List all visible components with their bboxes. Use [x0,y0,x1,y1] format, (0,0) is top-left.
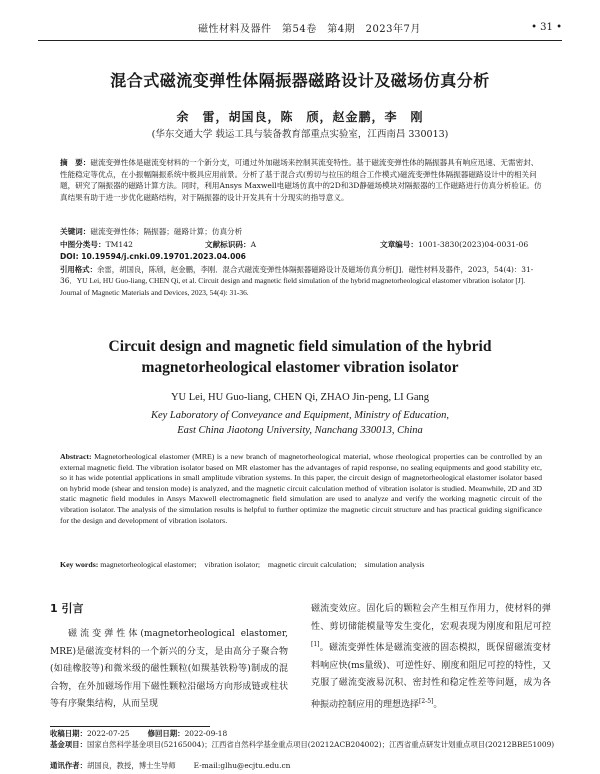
citation-ref: [1] [311,641,320,648]
keywords-label-cn: 关键词： [60,227,91,236]
abstract-text-en: Magnetorheological elastomer (MRE) is a new branch of magnetorheological material, whose rheological properties can be controlled by an external magnetic field. The vibration isolator based on MR elastomer has the advantages of rapid response, no sealing equipments and good stability etc, so it has wide potential applications in small amplitude vibration systems. In this paper, the circuit design of magnetorheological elastomer isolator based on hybrid mode (shear and tension mode) is analyzed, and the magnetic circuit calculation method of vibration isolator is studied. Meanwhile, 2D and 3D static magnetic field modules in Ansys Maxwell electromagnetic field simulation are used to analyze and verify the working magnetic circuit of the vibration isolator. The analysis of the simulation results is helpful to further optimize the magnetic circuit structure and has practical guiding significance for the design and development of vibration isolators. [60,452,543,525]
abstract-chinese [60,157,542,203]
header-rule [38,40,562,41]
body-column-right: 磁流变效应。固化后的颗粒会产生相互作用力，使材料的弹性、剪切储能模量等发生变化，宏观表现为刚度和阻尼可控[1]。磁流变弹性体是磁流变液的固态模拟，既保留磁流变材料响应快(ms量级)、可逆性好、刚度和阻尼可控的特性，又克服了磁流变液易沉积、密封性和稳定性差等问题，成为各种振动控制应用的理想选择[2-5]。 [311,604,551,710]
footnote-author: 通讯作者：胡国良，教授，博士生导师 E-mail:glhu@ecjtu.edu.cn [50,761,291,770]
doi: DOI: 10.19594/j.cnki.09.19701.2023.04.006 [60,252,246,261]
citation-cn: 余雷，胡国良，陈颀，赵金鹏，李刚．混合式磁流变弹性体隔振器磁路设计及磁场仿真分析[J]．磁性材料及器件，2023，54(4)：31-36． [60,265,534,286]
keywords-text-cn: 磁流变弹性体；隔振器；磁路计算；仿真分析 [90,227,243,236]
section-heading-introduction: 1 引言 [50,602,84,615]
abstract-label-cn: 摘 要： [60,158,91,167]
clc-number: 中图分类号：TM142 [60,240,133,249]
citation-ref: [2-5] [419,697,434,705]
footnote-rule [50,726,210,727]
document-code: 文献标识码：A [205,240,257,249]
abstract-text-cn: 磁流变弹性体是磁流变材料的一个新分支，可通过外加磁场来控制其流变特性。基于磁流变弹性体的隔振器具有响应迅速、无需密封、性能稳定等优点，在小振幅隔振系统中极具应用前景。分析了基于混合式(剪切与拉压的组合工作模式)磁流变弹性体隔振器磁路设计中的相关问题，研究了隔振器的磁路计算方法。同时，利用Ansys Maxwell电磁场仿真中的2D和3D静磁场模块对隔振器的工作磁路进行仿真分析验证。仿真结果有助于进一步优化磁路结构，对于隔振器的设计开发具有十分现实的指导意义。 [60,158,542,202]
body-column-left: 磁流变弹性体(magnetorheological elastomer, MRE)是磁流变材料的一个新兴的分支，是由高分子聚合物(如硅橡胶等)和微米级的磁性颗粒(如羰基铁粉等)制成的混合物，在外加磁场作用下磁性颗粒沿磁场方向形成链或柱状等有序聚集结构，从而呈现 [50,629,288,709]
citation-en: YU Lei, HU Guo-liang, CHEN Qi, et al. Circuit design and magnetic field simulation of the hybrid magnetorheological elastomer vibration isolator [J]. Journal of Magnetic Materials and Devices, 2023, 54(4): 31-36. [60,276,526,297]
affiliation-chinese: (华东交通大学 载运工具与装备教育部重点实验室，江西南昌 330013) [151,129,449,140]
keywords-text-en: magnetorheological elastomer; vibration isolator; magnetic circuit calculation; simulation analysis [100,560,425,569]
abstract-english [60,452,542,526]
citation-format [60,264,542,298]
keywords-chinese [60,226,242,237]
abstract-label-en: Abstract: [60,452,92,461]
citation-label: 引用格式： [60,265,97,274]
keywords-english [60,559,542,570]
author-email[interactable]: glhu@ecjtu.edu.cn [220,761,291,770]
title-english-line2: magnetorheological elastomer vibration isolator [141,359,459,376]
affiliation-english: Key Laboratory of Conveyance and Equipment, Ministry of Education, East China Jiaotong University, Nanchang 330013, China [150,410,450,436]
authors-english: YU Lei, HU Guo-liang, CHEN Qi, ZHAO Jin-peng, LI Gang [170,392,430,403]
title-english-line1: Circuit design and magnetic field simulation of the hybrid [108,338,492,355]
title-chinese: 混合式磁流变弹性体隔振器磁路设计及磁场仿真分析 [110,71,490,90]
footnote-dates: 收稿日期：2022-07-25 修回日期：2022-09-18 [50,729,228,738]
article-number: 文章编号：1001-3830(2023)04-0031-06 [380,240,529,249]
journal-info: 磁性材料及器件 第54卷 第4期 2023年7月 [198,24,421,35]
page-number: • 31 • [531,22,562,33]
title-english [0,336,600,378]
footnote-fund: 基金项目：国家自然科学基金项目(52165004)；江西省自然科学基金重点项目(20212ACB204002)；江西省重点研发计划重点项目(20212BBE51009) [50,740,555,749]
running-header [38,18,562,38]
authors-chinese: 余 雷，胡国良，陈 颀，赵金鹏，李 刚 [176,110,424,124]
keywords-label-en: Key words: [60,560,99,569]
